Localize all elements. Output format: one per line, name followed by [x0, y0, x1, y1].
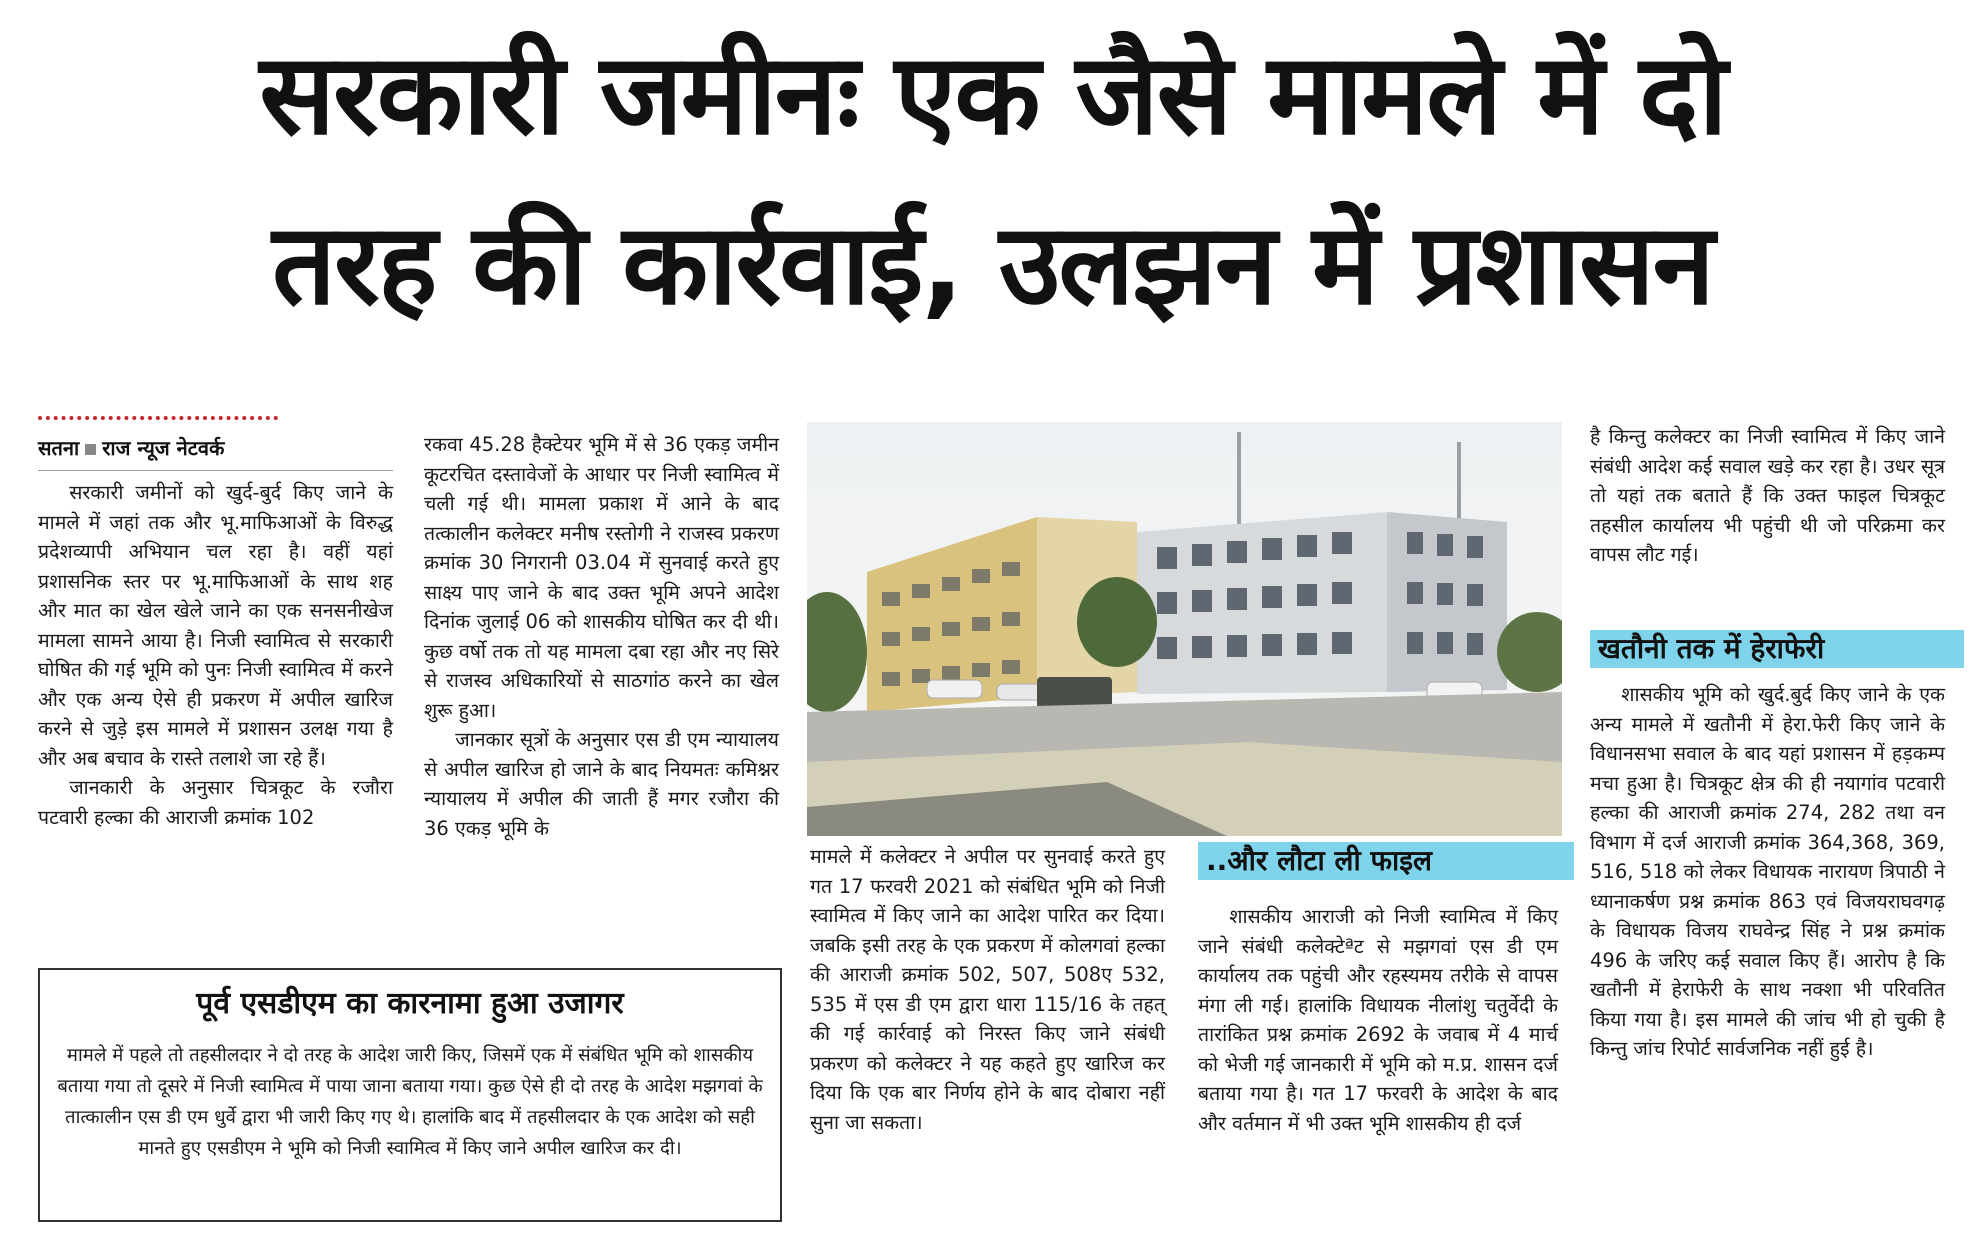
headline-line-1: सरकारी जमीनः एक जैसे मामले में दो: [259, 30, 1726, 160]
byline-agency: राज न्यूज नेटवर्क: [102, 436, 225, 460]
subhead-khatauni-tak-mein-herapheri: खतौनी तक में हेराफेरी: [1590, 630, 1964, 668]
building-photo: [807, 422, 1562, 836]
article-column-5-top: [1590, 422, 1945, 570]
article-column-1: [38, 478, 393, 832]
subhead-aur-lauta-li-file: ..और लौटा ली फाइल: [1198, 842, 1574, 880]
paragraph: शासकीय भूमि को खुर्द.बुर्द किए जाने के एक अन्य मामले में खतौनी में हेरा.फेरी किए जाने के विधानसभा सवाल के बाद यहां प्रशासन में हड़कम्प मचा हुआ है। चित्रकूट क्षेत्र की ही नयागांव पटवारी हल्का की आराजी क्रमांक 274, 282 तथा वन विभाग में दर्ज आराजी क्रमांक 364,368, 369, 516, 518 को लेकर विधायक नारायण त्रिपाठी ने ध्यानाकर्षण प्रश्न क्रमांक 863 एवं विजयराघवगढ़ के विधायक विजय राघवेन्द्र सिंह ने प्रश्न क्रमांक 496 के जरिए कई सवाल किए हैं। आरोप है कि खतौनी में हेराफेरी के साथ नक्शा भी परिवतित किया गया है। इस मामले की जांच भी हो चुकी है किन्तु जांच रिपोर्ट सार्वजनिक नहीं हुई है।: [1590, 683, 1945, 1060]
article-column-5: [1590, 680, 1945, 1064]
headline-line-2: तरह की कार्रवाई, उलझन में प्रशासन: [272, 200, 1713, 330]
paragraph: जानकारी के अनुसार चित्रकूट के रजौरा पटवारी हल्का की आराजी क्रमांक 102: [38, 776, 393, 829]
byline-place: सतना: [38, 436, 80, 460]
paragraph: सरकारी जमीनों को खुर्द-बुर्द किए जाने के मामले में जहां तक और भू.माफिआओं के विरुद्ध प्रदेशव्यापी अभियान चल रहा है। वहीं यहां प्रशासनिक स्तर पर भू.माफिआओं के साथ शह और मात का खेल खेले जाने का एक सनसनीखेज मामला सामने आया है। निजी स्वामित्व से सरकारी घोषित की गई भूमि को पुनः निजी स्वामित्व में करने और एक अन्य ऐसे ही प्रकरण में अपील खारिज करने से जुड़े इस मामले में प्रशासन उलक्ष गया है और अब बचाव के रास्ते तलाशे जा रहे हैं।: [38, 481, 393, 770]
paragraph: शासकीय आराजी को निजी स्वामित्व में किए जाने संबंधी कलेक्टेªट से मझगवां एस डी एम कार्यालय तक पहुंची और रहस्यमय तरीके से वापस मंगा ली गई। हालांकि विधायक नीलांशु चतुर्वेदी के तारांकित प्रश्न क्रमांक 2692 के जवाब में 4 मार्च को भेजी गई जानकारी में भूमि को म.प्र. शासन दर्ज बताया गया है। गत 17 फरवरी के आदेश के बाद और वर्तमान में भी उक्त भूमि शासकीय ही दर्ज: [1198, 905, 1558, 1135]
byline-rule: [38, 470, 393, 471]
article-column-2: [424, 430, 779, 843]
paragraph: है किन्तु कलेक्टर का निजी स्वामित्व में किए जाने संबंधी आदेश कई सवाल खड़े कर रहा है। उधर सूत्र तो यहां तक बताते हैं कि उक्त फाइल चित्रकूट तहसील कार्यालय भी पहुंची थी जो परिक्रमा कर वापस लौट गई।: [1590, 425, 1945, 566]
boxed-story-body: मामले में पहले तो तहसीलदार ने दो तरह के आदेश जारी किए, जिसमें एक में संबंधित भूमि को शासकीय बताया गया तो दूसरे में निजी स्वामित्व में पाया जाना बताया गया। कुछ ऐसे ही दो तरह के आदेश मझगवां के तात्कालीन एस डी एम धुर्वे द्वारा भी जारी किए गए थे। हालांकि बाद में तहसीलदार के एक आदेश को सही मानते हुए एसडीएम ने भूमि को निजी स्वामित्व में किए जाने अपील खारिज कर दी।: [57, 1045, 763, 1159]
byline-dotted-rule: [38, 416, 278, 420]
article-column-4: [1198, 902, 1558, 1138]
paragraph: जानकार सूत्रों के अनुसार एस डी एम न्यायालय से अपील खारिज हो जाने के बाद नियमतः कमिश्नर न्यायालय में अपील की जाती हैं मगर रजौरा की 36 एकड़ भूमि के: [424, 728, 779, 840]
square-bullet-icon: [85, 444, 96, 455]
boxed-story-title: पूर्व एसडीएम का कारनामा हुआ उजागर: [196, 986, 624, 1021]
byline: [38, 434, 224, 461]
article-column-3: [810, 842, 1165, 1137]
paragraph: रकवा 45.28 हैक्टेयर भूमि में से 36 एकड़ जमीन कूटरचित दस्तावेजों के आधार पर निजी स्वामित्व में चली गई थी। मामला प्रकाश में आने के बाद तत्कालीन कलेक्टर मनीष रस्तोगी ने राजस्व प्रकरण क्रमांक 30 निगरानी 03.04 में सुनवाई करते हुए साक्ष्य पाए जाने के बाद उक्त भूमि अपने आदेश दिनांक जुलाई 06 को शासकीय घोषित कर दी थी। कुछ वर्षो तक तो यह मामला दबा रहा और नए सिरे से राजस्व अधिकारियों से साठगांठ करने का खेल शुरू हुआ।: [424, 433, 779, 722]
paragraph: मामले में कलेक्टर ने अपील पर सुनवाई करते हुए गत 17 फरवरी 2021 को संबंधित भूमि को निजी स्वामित्व में किए जाने का आदेश पारित कर दिया। जबकि इसी तरह के एक प्रकरण में कोलगवां हल्का की आराजी क्रमांक 502, 507, 508ए 532, 535 में एस डी एम द्वारा धारा 115/16 के तहत् की गई कार्रवाई को निरस्त किए जाने संबंधी प्रकरण को कलेक्टर ने यह कहते हुए खारिज कर दिया कि एक बार निर्णय होने के बाद दोबारा नहीं सुना जा सकता।: [810, 845, 1165, 1134]
boxed-story: [38, 968, 782, 1222]
